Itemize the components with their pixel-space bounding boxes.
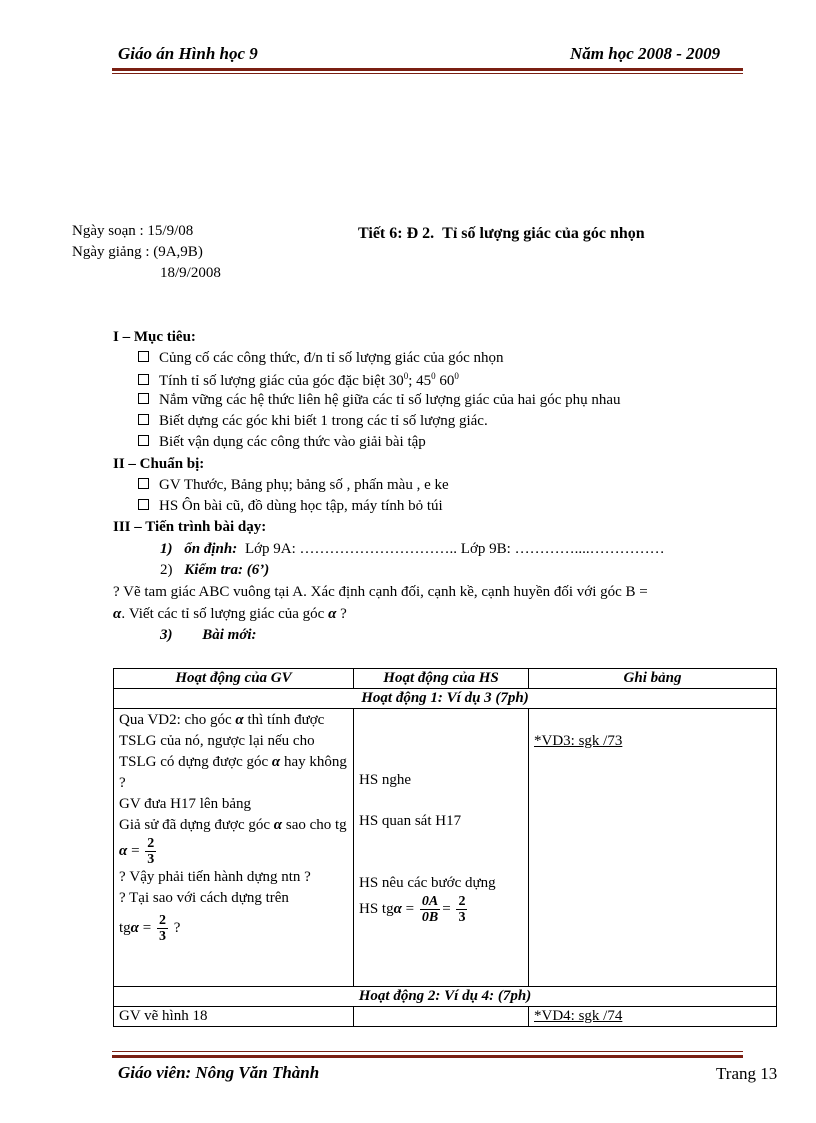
lesson-section: Đ 2. xyxy=(406,225,435,242)
step-2: 2) Kiểm tra: (6’) xyxy=(160,562,270,578)
prep-date: Ngày soạn : 15/9/08 xyxy=(72,223,194,239)
activity-1-title: Hoạt động 1: Ví dụ 3 (7ph) xyxy=(114,689,777,709)
preparation-heading: II – Chuẩn bị: xyxy=(113,456,205,472)
fraction-2-3: $\frac{2}{3}$ xyxy=(158,913,166,944)
checkbox-icon xyxy=(138,414,149,425)
objective-item: Tính tỉ số lượng giác của góc đặc biệt $30^0$; $45^0$ $60^0$ xyxy=(138,371,459,390)
table-header-row xyxy=(114,669,777,689)
header-right: Năm học 2008 - 2009 xyxy=(570,44,721,63)
col-header-gv: Hoạt động của GV xyxy=(114,669,354,689)
checkbox-icon xyxy=(138,478,149,489)
activity-row xyxy=(114,689,777,709)
ghi-bang-cell: *VD3: sgk /73 xyxy=(529,709,777,987)
footer-teacher: Giáo viên: Nông Văn Thành xyxy=(118,1063,320,1082)
objective-item: Củng cố các công thức, đ/n tỉ số lượng giác của góc nhọn xyxy=(138,350,504,367)
step-3: 3) Bài mới: xyxy=(160,627,257,643)
checkbox-icon xyxy=(138,393,149,404)
lesson-table xyxy=(113,668,777,1027)
preparation-item: HS Ôn bài cũ, đồ dùng học tập, máy tính bỏ túi xyxy=(138,498,443,515)
objectives-heading: I – Mục tiêu: xyxy=(113,329,196,345)
lesson-period: Tiết 6: xyxy=(358,225,403,242)
checkbox-icon xyxy=(138,499,149,510)
ghi-bang-cell: *VD4: sgk /74 xyxy=(529,1007,777,1027)
step-1: 1) ổn định: Lớp 9A: ………………………….. Lớp 9B: …………....…………… xyxy=(160,541,665,557)
objective-item: Nắm vững các hệ thức liên hệ giữa các tỉ số lượng giác của hai góc phụ nhau xyxy=(138,392,621,409)
checkbox-icon xyxy=(138,435,149,446)
objective-item: Biết dựng các góc khi biết 1 trong các tỉ số lượng giác. xyxy=(138,413,488,430)
objective-item: Biết vận dụng các công thức vào giải bài tập xyxy=(138,434,426,451)
gv-cell: GV vẽ hình 18 xyxy=(114,1007,354,1027)
page-number: Trang 13 xyxy=(716,1064,778,1083)
header-left: Giáo án Hình học 9 xyxy=(118,44,258,63)
fraction-oa-ob: $\frac{0A}{0B}$ xyxy=(421,894,439,925)
check-question-2: α. Viết các tỉ số lượng giác của góc α ? xyxy=(113,606,347,622)
lesson-name: Tỉ số lượng giác của góc nhọn xyxy=(442,225,645,242)
header-rule-thin xyxy=(112,73,743,74)
fraction-2-3: $\frac{2}{3}$ xyxy=(458,894,466,925)
header-rule xyxy=(112,68,743,71)
teach-date: Ngày giảng : (9A,9B) xyxy=(72,244,203,260)
col-header-ghi-bang: Ghi bảng xyxy=(529,669,777,689)
gv-cell: Qua VD2: cho góc α thì tính được TSLG của nó, ngược lại nếu cho TSLG có dựng được góc α hay không ? GV đưa H17 lên bảng Giả sử đã dựng được góc α sao cho tg α = $\frac{2}{3}$ ? Vậy phải tiến hành dựng ntn ? ? Tại sao với cách dựng trên tgα = $\frac{2}{3}$ ? xyxy=(114,709,354,987)
checkbox-icon xyxy=(138,374,149,385)
checkbox-icon xyxy=(138,351,149,362)
table-row xyxy=(114,709,777,987)
hs-cell xyxy=(354,1007,529,1027)
teach-date-2: 18/9/2008 xyxy=(160,265,221,281)
footer-rule-thin xyxy=(112,1051,743,1052)
preparation-item: GV Thước, Bảng phụ; bảng số , phấn màu , e ke xyxy=(138,477,449,494)
table-row xyxy=(114,1007,777,1027)
col-header-hs: Hoạt động của HS xyxy=(354,669,529,689)
lesson-title xyxy=(358,225,645,243)
footer-rule xyxy=(112,1055,743,1058)
check-question-1: ? Vẽ tam giác ABC vuông tại A. Xác định cạnh đối, cạnh kề, cạnh huyền đối với góc B = xyxy=(113,584,648,600)
hs-cell: HS nghe HS quan sát H17 HS nêu các bước dựng HS tgα = $\frac{0A}{0B}$ = $\frac{2}{3}$ xyxy=(354,709,529,987)
activity-row xyxy=(114,987,777,1007)
process-heading: III – Tiến trình bài dạy: xyxy=(113,519,267,535)
fraction-2-3: $\frac{2}{3}$ xyxy=(147,836,155,867)
activity-2-title: Hoạt động 2: Ví dụ 4: (7ph) xyxy=(114,987,777,1007)
